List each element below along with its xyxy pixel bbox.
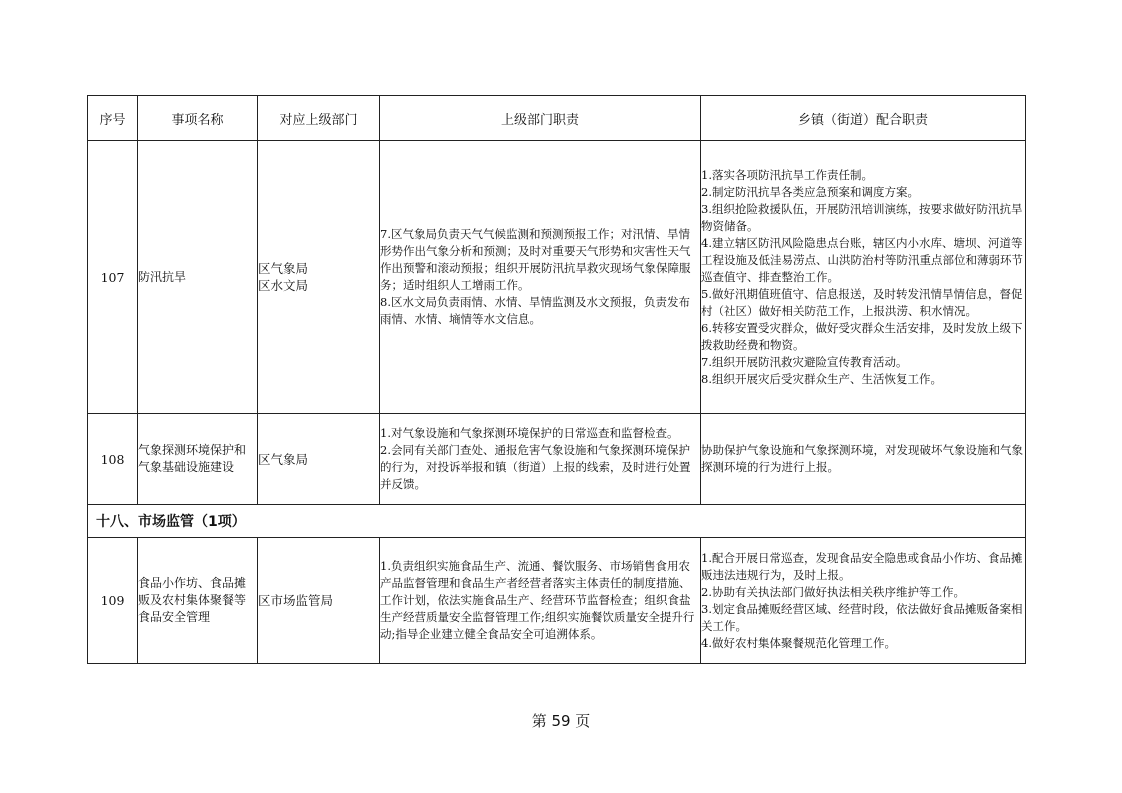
town-duties-cell: [701, 414, 1026, 505]
upper-duty-item: 1.对气象设施和气象探测环境保护的日常巡查和监督检查。: [380, 426, 679, 440]
table-row: [88, 414, 1026, 505]
header-no: 序号: [88, 96, 138, 141]
item-name: 食品小作坊、食品摊贩及农村集体聚餐等食品安全管理: [138, 538, 258, 664]
town-duty-item: 4.建立辖区防汛风险隐患点台账，辖区内小水库、塘坝、河道等工程设施及低洼易涝点、山洪防治村等防汛重点部位和薄弱环节巡查值守、排查整治工作。: [701, 235, 1023, 284]
upper-duty-item: 8.区水文局负责雨情、水情、旱情监测及水文预报，负责发布雨情、水情、墒情等水文信息。: [380, 295, 690, 326]
dept-name: 区市场监管局: [258, 593, 334, 608]
town-duty-item: 4.做好农村集体聚餐规范化管理工作。: [701, 635, 896, 650]
upper-duties-cell: [380, 414, 701, 505]
dept-cell: [258, 141, 380, 414]
town-duty-item: 6.转移安置受灾群众，做好受灾群众生活安排，及时发放上级下拨救助经费和物资。: [701, 320, 1023, 352]
duties-table: [87, 95, 1026, 664]
upper-duty-item: 2.会同有关部门查处、通报危害气象设施和气象探测环境保护的行为，对投诉举报和镇（街道）上报的线索，及时进行处置并反馈。: [380, 443, 691, 491]
header-upper-dept: 对应上级部门: [258, 96, 380, 141]
section-title: 十八、市场监管（1项）: [88, 505, 1026, 538]
town-duty-item: 7.组织开展防汛救灾避险宣传教育活动。: [701, 354, 908, 369]
town-duty-item: 3.组织抢险救援队伍，开展防汛培训演练，按要求做好防汛抗旱物资储备。: [701, 201, 1023, 233]
upper-duty-item: 7.区气象局负责天气气候监测和预测预报工作；对汛情、旱情形势作出气象分析和预测；及时对重要天气形势和灾害性天气作出预警和滚动预报；组织开展防汛抗旱救灾现场气象保障服务；适时组织人工增雨工作。: [380, 227, 691, 292]
dept-cell: [258, 414, 380, 505]
row-number: 107: [88, 141, 138, 414]
town-duties-cell: [701, 141, 1026, 414]
row-number: 109: [88, 538, 138, 664]
town-duty-item: 5.做好汛期值班值守、信息报送，及时转发汛情旱情信息，督促村（社区）做好相关防范工作，上报洪涝、积水情况。: [701, 286, 1023, 318]
upper-duties-cell: [380, 141, 701, 414]
dept-name: 区气象局: [258, 451, 309, 467]
town-duty-item: 8.组织开展灾后受灾群众生产、生活恢复工作。: [701, 371, 942, 386]
header-item-name: 事项名称: [138, 96, 258, 141]
town-duty-item: 1.落实各项防汛抗旱工作责任制。: [701, 167, 873, 182]
town-duty-item: 3.划定食品摊贩经营区域、经营时段，依法做好食品摊贩备案相关工作。: [701, 601, 1023, 633]
header-upper-duties: 上级部门职责: [380, 96, 701, 141]
upper-duties-cell: [380, 538, 701, 664]
town-duty-item: 2.制定防汛抗旱各类应急预案和调度方案。: [701, 184, 919, 199]
upper-duty-item: 1.负责组织实施食品生产、流通、餐饮服务、市场销售食用农产品监督管理和食品生产者经营者落实主体责任的制度措施、工作计划，依法实施食品生产、经营环节监督检查；组织食盐生产经营质量安全监督管理工作;组织实施餐饮质量安全提升行动;指导企业建立健全食品安全可追溯体系。: [380, 559, 695, 641]
town-duty-item: 协助保护气象设施和气象探测环境，对发现破坏气象设施和气象探测环境的行为进行上报。: [701, 443, 1023, 474]
row-number: 108: [88, 414, 138, 505]
dept-cell: [258, 538, 380, 664]
table-row: [88, 538, 1026, 664]
page-number: 第 59 页: [531, 712, 591, 730]
town-duties-cell: [701, 538, 1026, 664]
town-duty-item: 2.协助有关执法部门做好执法相关秩序维护等工作。: [701, 584, 965, 599]
item-name: 气象探测环境保护和气象基础设施建设: [138, 414, 258, 505]
section-row: [88, 505, 1026, 538]
dept-name: 区水文局: [258, 278, 309, 293]
item-name: 防汛抗旱: [138, 141, 258, 414]
dept-name: 区气象局: [258, 261, 309, 276]
table-row: [88, 141, 1026, 414]
town-duty-item: 1.配合开展日常巡查，发现食品安全隐患或食品小作坊、食品摊贩违法违规行为，及时上报。: [701, 550, 1023, 582]
header-town-duties: 乡镇（街道）配合职责: [701, 96, 1026, 141]
table-header-row: [88, 96, 1026, 141]
